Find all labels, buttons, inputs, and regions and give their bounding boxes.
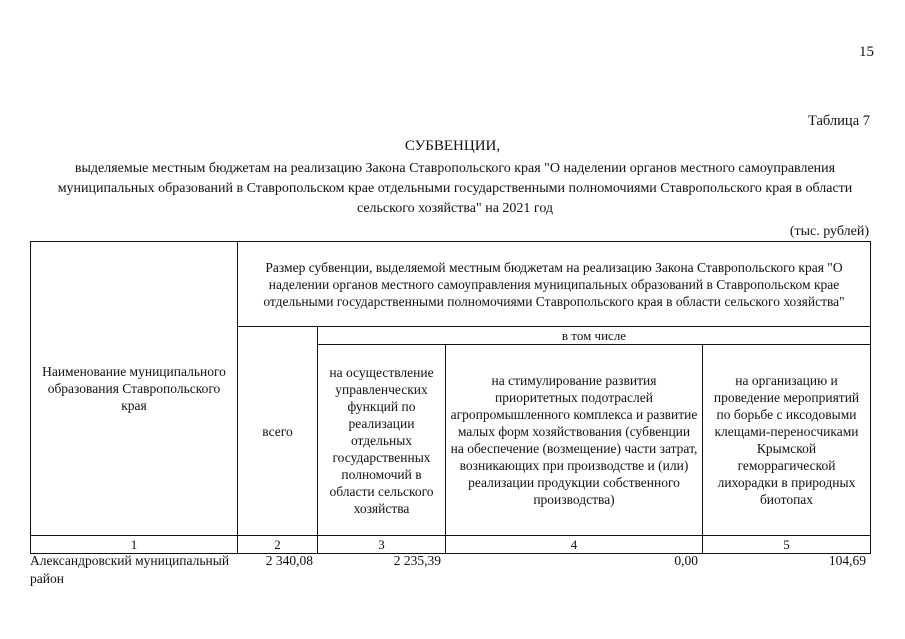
total-value: 2 340,08 [265, 553, 313, 568]
subsidy-size-header: Размер субвенции, выделяемой местным бюджетам на реализацию Закона Ставропольского края "О наделении органов местного самоуправления муниципальных образований в Ставропольском крае отдельными государственными полномочиями Ставропольского края в области сельского хозяйства" [238, 242, 871, 327]
tick-control-value: 104,69 [828, 553, 866, 568]
management-functions-header: на осуществление управленческих функций по реализации отдельных государственных полномочий в области сельского хозяйства [318, 345, 446, 536]
units-label: (тыс. рублей) [789, 224, 869, 239]
municipality-column-header: Наименование муниципального образования Ставропольского края [31, 242, 238, 536]
total-column-header: всего [238, 327, 318, 536]
data-rows [30, 552, 870, 588]
agro-value: 0,00 [674, 553, 698, 568]
column-number: 3 [318, 536, 446, 554]
column-number: 5 [703, 536, 871, 554]
column-number: 1 [31, 536, 238, 554]
tick-control-header: на организацию и проведение мероприятий по борьбе с иксодовыми клещами-переносчиками Крымской геморрагической лихорадки в природных биотопах [703, 345, 871, 536]
subsidy-table [30, 241, 871, 554]
agro-development-header: на стимулирование развития приоритетных подотраслей агропромышленного комплекса и развитие малых форм хозяйствования (субвенции на обеспечение (возмещение) части затрат, возникающих при производстве и (или) реализации продукции собственного производства) [446, 345, 703, 536]
municipality-name: Александровский муниципальный район [30, 553, 230, 586]
including-header: в том числе [318, 327, 871, 345]
table-label: Таблица 7 [807, 113, 870, 129]
table-row [30, 552, 870, 588]
document-title: СУБВЕНЦИИ, [404, 138, 501, 154]
column-number: 2 [238, 536, 318, 554]
document-subtitle: выделяемые местным бюджетам на реализацию Закона Ставропольского края "О наделении органов местного самоуправления муниципальных образований в Ставропольском крае отдельными государственными полномочиями Ставропольского края в области сельского хозяйства" на 2021 год [57, 161, 853, 216]
column-number: 4 [446, 536, 703, 554]
page-number: 15 [859, 44, 874, 60]
management-value: 2 235,39 [393, 553, 441, 568]
